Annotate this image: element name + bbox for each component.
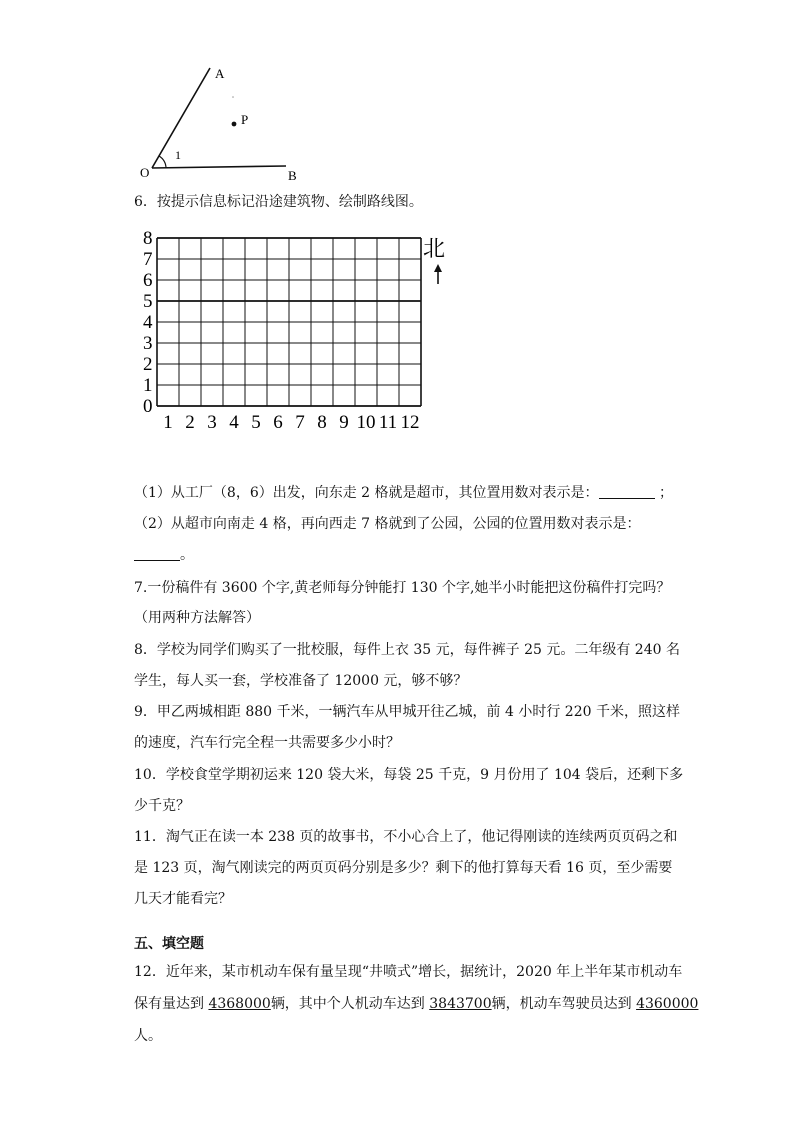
y-tick-label: 2 [143,354,153,375]
q12-line3: 人。 [134,1028,162,1044]
label-a: A [215,66,225,81]
grid-lines [157,238,421,406]
y-tick-label: 5 [143,291,153,312]
y-tick-label: 6 [143,270,153,291]
q6-sub1-end: ； [658,485,673,501]
answer-blank-2[interactable] [134,546,180,561]
q10-line2: 少千克？ [134,798,190,814]
q12-line2 [134,994,698,1014]
y-tick-label: 7 [143,249,153,270]
q7-line2: （用两种方法解答） [134,610,260,626]
q9-line1: 9．甲乙两城相距 880 千米，一辆汽车从甲城开往乙城，前 4 小时行 220 千米，照这样 [134,704,680,720]
x-tick-label: 2 [185,412,195,433]
q6-sub1 [134,483,673,503]
q12-number-total: 4368000 [208,996,271,1012]
label-angle-1: 1 [175,148,181,162]
q6-sub1-text: （1）从工厂（8，6）出发，向东走 2 格就是超市，其位置用数对表示是： [134,485,599,501]
faint-mark [232,96,234,98]
x-tick-label: 4 [229,412,239,433]
answer-blank-1[interactable] [599,484,655,499]
coordinate-grid [140,228,460,436]
x-tick-label: 3 [207,412,217,433]
q12-line1: 12．近年来，某市机动车保有量呈现“井喷式”增长，据统计，2020 年上半年某市机动车 [134,964,683,980]
x-tick-label: 1 [163,412,173,433]
q7-line1: 7.一份稿件有 3600 个字,黄老师每分钟能打 130 个字,她半小时能把这份稿件打完吗？ [134,580,671,596]
x-tick-label: 7 [295,412,305,433]
ray-oa [152,68,210,168]
q6-sub2: （2）从超市向南走 4 格，再向西走 7 格就到了公园，公园的位置用数对表示是： [134,516,641,532]
x-tick-label: 11 [378,412,398,433]
q9-line2: 的速度，汽车行完全程一共需要多少小时？ [134,735,400,751]
angle-arc [159,156,166,168]
y-tick-label: 4 [143,312,153,333]
q11-line1: 11．淘气正在读一本 238 页的故事书，不小心合上了，他记得刚读的连续两页页码之和 [134,829,678,845]
q8-line2: 学生，每人买一套，学校准备了 12000 元，够不够？ [134,673,468,689]
q12-text-c: 辆，机动车驾驶员达到 [491,996,637,1012]
q12-text-b: 辆，其中个人机动车达到 [270,996,430,1012]
ray-ob [152,166,286,168]
y-tick-label: 3 [143,333,153,354]
y-tick-label: 8 [143,228,153,249]
q6-title: 6．按提示信息标记沿途建筑物、绘制路线图。 [134,194,423,210]
x-tick-label: 5 [251,412,261,433]
y-tick-label: 0 [143,396,153,417]
x-tick-label: 8 [317,412,327,433]
q11-line2: 是 123 页，淘气刚读完的两页页码分别是多少？剩下的他打算每天看 16 页，至少需要 [134,860,673,876]
angle-figure [140,62,310,186]
x-tick-label: 9 [339,412,349,433]
north-label: 北 [423,236,446,261]
q6-sub2-end: 。 [180,547,194,563]
q12-number-personal: 3843700 [429,996,492,1012]
x-tick-label: 6 [273,412,283,433]
label-b: B [288,168,297,183]
y-axis-labels [143,228,153,417]
label-p: P [241,112,249,127]
q11-line3: 几天才能看完？ [134,891,232,907]
q8-line1: 8．学校为同学们购买了一批校服，每件上衣 35 元，每件裤子 25 元。二年级有 240 名 [134,642,680,658]
x-tick-label: 12 [400,412,420,433]
x-axis-labels [163,412,419,433]
section-5-title: 五、填空题 [134,936,204,952]
x-tick-label: 10 [356,412,376,433]
q12-number-drivers: 4360000 [636,996,699,1012]
label-o: O [140,165,150,180]
y-tick-label: 1 [143,375,153,396]
north-arrow-icon [434,264,442,284]
point-p [232,122,237,127]
q10-line1: 10．学校食堂学期初运来 120 袋大米，每袋 25 千克，9 月份用了 104 袋后，还剩下多 [134,767,684,783]
q6-sub2-answer [134,545,194,565]
q12-text-a: 保有量达到 [134,996,209,1012]
